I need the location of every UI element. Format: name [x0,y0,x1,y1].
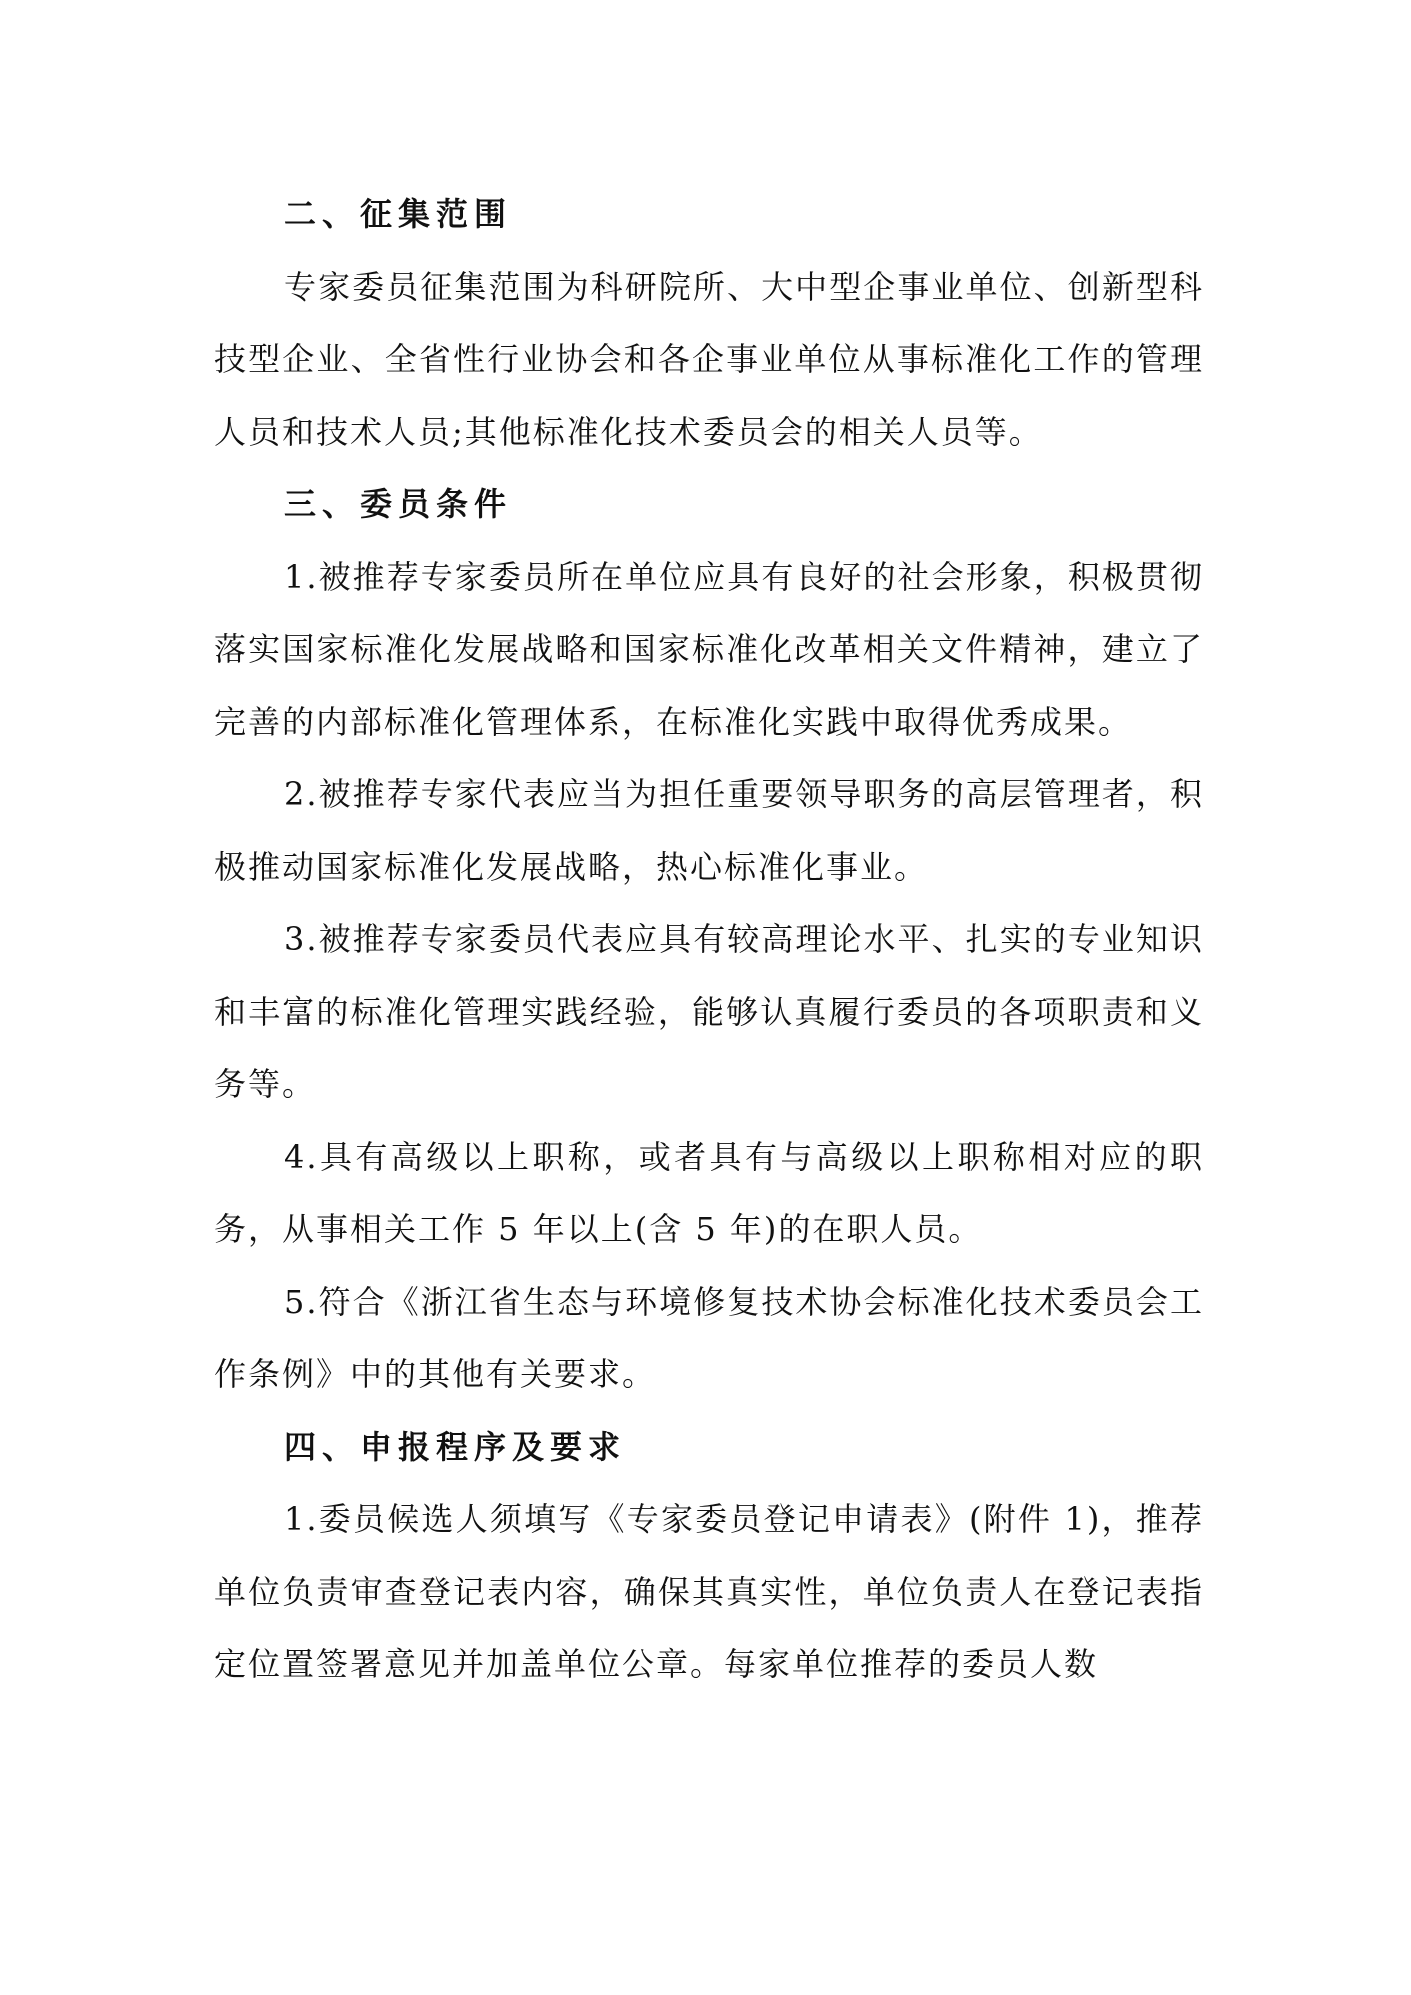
paragraph-condition-4: 4.具有高级以上职称，或者具有与高级以上职称相对应的职务，从事相关工作 5 年以上(含 5 年)的在职人员。 [214,1137,1204,1248]
paragraph-scope: 专家委员征集范围为科研院所、大中型企事业单位、创新型科技型企业、全省性行业协会和各企事业单位从事标准化工作的管理人员和技术人员;其他标准化技术委员会的相关人员等。 [214,267,1204,451]
paragraph-condition-5: 5.符合《浙江省生态与环境修复技术协会标准化技术委员会工作条例》中的其他有关要求。 [214,1282,1204,1393]
paragraph-condition-3: 3.被推荐专家委员代表应具有较高理论水平、扎实的专业知识和丰富的标准化管理实践经验，能够认真履行委员的各项职责和义务等。 [214,920,1204,1103]
paragraph-procedure-1: 1.委员候选人须填写《专家委员登记申请表》(附件 1)，推荐单位负责审查登记表内容，确保其真实性，单位负责人在登记表指定位置签署意见并加盖单位公章。每家单位推荐的委员人数 [214,1500,1204,1683]
section-heading-conditions: 三、委员条件 [284,485,513,523]
paragraph-condition-1: 1.被推荐专家委员所在单位应具有良好的社会形象，积极贯彻落实国家标准化发展战略和国家标准化改革相关文件精神，建立了完善的内部标准化管理体系，在标准化实践中取得优秀成果。 [214,557,1204,741]
paragraph-condition-2: 2.被推荐专家代表应当为担任重要领导职务的高层管理者，积极推动国家标准化发展战略，热心标准化事业。 [214,775,1204,886]
document-body [214,178,1204,1701]
section-heading-procedure: 四、申报程序及要求 [284,1427,627,1466]
section-heading-scope: 二、征集范围 [284,195,513,233]
